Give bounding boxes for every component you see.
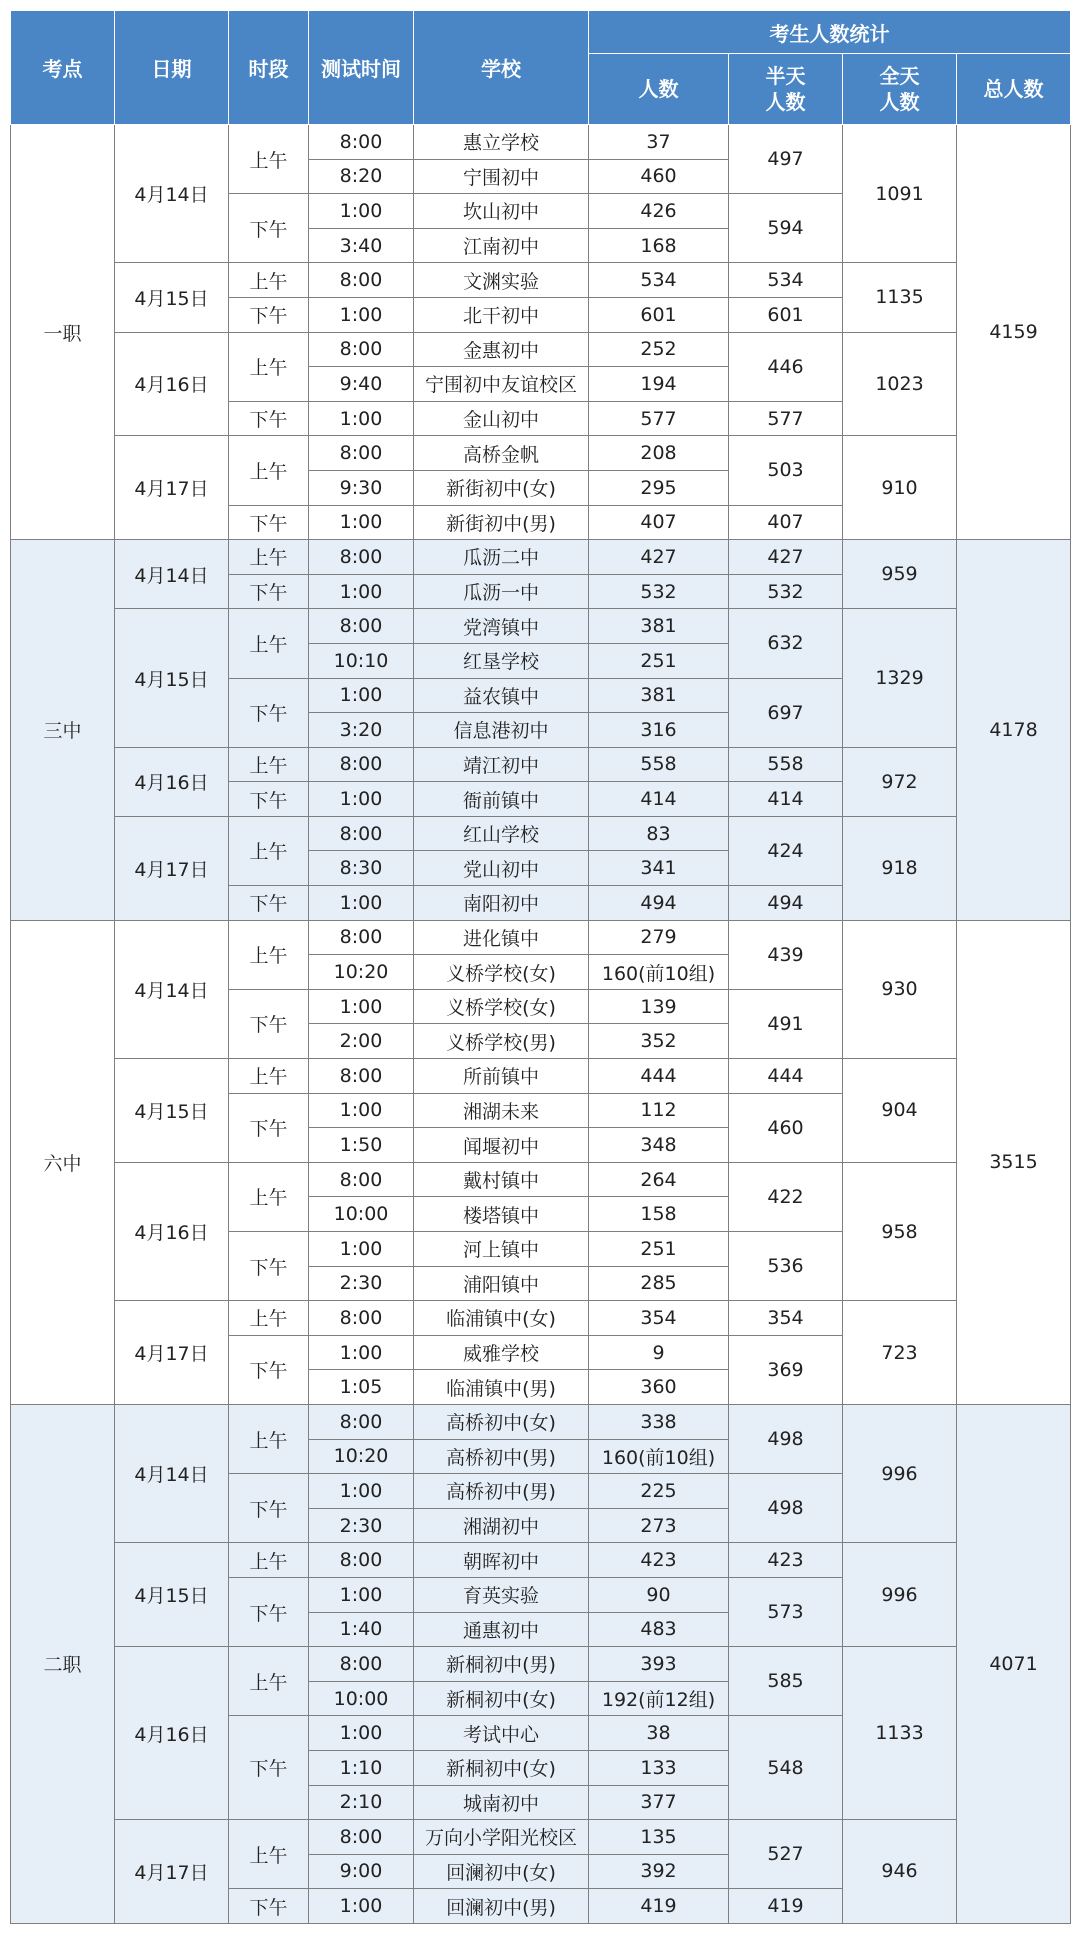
half-day-cell: 491 <box>729 989 843 1058</box>
total-cell: 4159 <box>957 125 1071 540</box>
half-day-cell: 446 <box>729 332 843 401</box>
full-day-cell: 1133 <box>843 1647 957 1820</box>
site-cell: 三中 <box>11 540 115 921</box>
half-day-cell: 585 <box>729 1647 843 1716</box>
date-cell: 4月17日 <box>115 1820 229 1924</box>
school-cell: 万向小学阳光校区 <box>414 1820 589 1855</box>
time-cell: 1:00 <box>309 401 414 436</box>
count-cell: 577 <box>589 401 729 436</box>
half-day-cell: 424 <box>729 816 843 885</box>
school-cell: 宁围初中友谊校区 <box>414 367 589 402</box>
school-cell: 回澜初中(男) <box>414 1889 589 1924</box>
table-row <box>11 540 1071 575</box>
count-cell: 352 <box>589 1024 729 1059</box>
count-cell: 208 <box>589 436 729 471</box>
header-group-title: 考生人数统计 <box>589 11 1071 54</box>
period-cell: 下午 <box>229 1474 309 1543</box>
half-day-cell: 439 <box>729 920 843 989</box>
school-cell: 朝晖初中 <box>414 1543 589 1578</box>
school-cell: 威雅学校 <box>414 1335 589 1370</box>
header-school: 学校 <box>414 11 589 125</box>
count-cell: 392 <box>589 1854 729 1889</box>
count-cell: 360 <box>589 1370 729 1405</box>
count-cell: 9 <box>589 1335 729 1370</box>
school-cell: 义桥学校(男) <box>414 1024 589 1059</box>
period-cell: 下午 <box>229 1335 309 1404</box>
schedule-table-wrapper <box>10 10 1070 1924</box>
full-day-cell: 930 <box>843 920 957 1058</box>
time-cell: 2:30 <box>309 1266 414 1301</box>
count-cell: 252 <box>589 332 729 367</box>
count-cell: 494 <box>589 886 729 921</box>
half-day-cell: 369 <box>729 1335 843 1404</box>
count-cell: 381 <box>589 609 729 644</box>
count-cell: 160(前10组) <box>589 955 729 990</box>
time-cell: 1:05 <box>309 1370 414 1405</box>
table-header <box>11 11 1071 125</box>
half-day-cell: 423 <box>729 1543 843 1578</box>
table-body <box>11 125 1071 1924</box>
school-cell: 进化镇中 <box>414 920 589 955</box>
school-cell: 瓜沥二中 <box>414 540 589 575</box>
header-full-day <box>843 54 957 125</box>
date-cell: 4月15日 <box>115 609 229 747</box>
half-day-cell: 503 <box>729 436 843 505</box>
school-cell: 湘湖未来 <box>414 1093 589 1128</box>
time-cell: 8:00 <box>309 1162 414 1197</box>
period-cell: 下午 <box>229 194 309 263</box>
count-cell: 264 <box>589 1162 729 1197</box>
date-cell: 4月17日 <box>115 1301 229 1405</box>
half-day-cell: 548 <box>729 1716 843 1820</box>
school-cell: 北干初中 <box>414 297 589 332</box>
school-cell: 回澜初中(女) <box>414 1854 589 1889</box>
school-cell: 金山初中 <box>414 401 589 436</box>
table-row <box>11 1404 1071 1439</box>
table-row <box>11 609 1071 644</box>
full-day-cell: 1135 <box>843 263 957 332</box>
count-cell: 414 <box>589 782 729 817</box>
school-cell: 高桥初中(男) <box>414 1474 589 1509</box>
period-cell: 上午 <box>229 332 309 401</box>
header-count: 人数 <box>589 54 729 125</box>
header-half-day <box>729 54 843 125</box>
school-cell: 党山初中 <box>414 851 589 886</box>
count-cell: 133 <box>589 1750 729 1785</box>
school-cell: 城南初中 <box>414 1785 589 1820</box>
school-cell: 红垦学校 <box>414 643 589 678</box>
table-row <box>11 1301 1071 1336</box>
full-day-cell: 996 <box>843 1543 957 1647</box>
school-cell: 红山学校 <box>414 816 589 851</box>
school-cell: 高桥初中(男) <box>414 1439 589 1474</box>
count-cell: 534 <box>589 263 729 298</box>
count-cell: 532 <box>589 574 729 609</box>
half-day-cell: 632 <box>729 609 843 678</box>
school-cell: 河上镇中 <box>414 1232 589 1267</box>
time-cell: 10:10 <box>309 643 414 678</box>
time-cell: 1:00 <box>309 1716 414 1751</box>
time-cell: 8:00 <box>309 332 414 367</box>
half-day-cell: 527 <box>729 1820 843 1889</box>
time-cell: 8:30 <box>309 851 414 886</box>
date-cell: 4月16日 <box>115 747 229 816</box>
count-cell: 83 <box>589 816 729 851</box>
half-day-cell: 422 <box>729 1162 843 1231</box>
time-cell: 8:00 <box>309 436 414 471</box>
school-cell: 育英实验 <box>414 1577 589 1612</box>
period-cell: 上午 <box>229 540 309 575</box>
school-cell: 衙前镇中 <box>414 782 589 817</box>
time-cell: 8:00 <box>309 1820 414 1855</box>
header-site: 考点 <box>11 11 115 125</box>
date-cell: 4月17日 <box>115 436 229 540</box>
time-cell: 1:00 <box>309 678 414 713</box>
time-cell: 8:20 <box>309 159 414 194</box>
period-cell: 上午 <box>229 1404 309 1473</box>
time-cell: 8:00 <box>309 540 414 575</box>
period-cell: 上午 <box>229 920 309 989</box>
time-cell: 2:30 <box>309 1508 414 1543</box>
school-cell: 文渊实验 <box>414 263 589 298</box>
school-cell: 闻堰初中 <box>414 1128 589 1163</box>
full-day-cell: 904 <box>843 1059 957 1163</box>
table-row <box>11 332 1071 367</box>
site-cell: 六中 <box>11 920 115 1404</box>
count-cell: 393 <box>589 1647 729 1682</box>
count-cell: 273 <box>589 1508 729 1543</box>
school-cell: 湘湖初中 <box>414 1508 589 1543</box>
school-cell: 义桥学校(女) <box>414 989 589 1024</box>
school-cell: 考试中心 <box>414 1716 589 1751</box>
date-cell: 4月15日 <box>115 1543 229 1647</box>
header-total: 总人数 <box>957 54 1071 125</box>
school-cell: 新桐初中(男) <box>414 1647 589 1682</box>
full-day-cell: 946 <box>843 1820 957 1924</box>
count-cell: 192(前12组) <box>589 1681 729 1716</box>
period-cell: 下午 <box>229 401 309 436</box>
total-cell: 4071 <box>957 1404 1071 1923</box>
time-cell: 1:50 <box>309 1128 414 1163</box>
time-cell: 10:00 <box>309 1681 414 1716</box>
time-cell: 1:00 <box>309 782 414 817</box>
half-day-cell: 697 <box>729 678 843 747</box>
time-cell: 1:00 <box>309 1232 414 1267</box>
school-cell: 浦阳镇中 <box>414 1266 589 1301</box>
school-cell: 宁围初中 <box>414 159 589 194</box>
period-cell: 上午 <box>229 1301 309 1336</box>
table-row <box>11 920 1071 955</box>
count-cell: 341 <box>589 851 729 886</box>
time-cell: 8:00 <box>309 125 414 160</box>
header-half-label: 半天 人数 <box>765 64 806 114</box>
time-cell: 1:00 <box>309 574 414 609</box>
count-cell: 251 <box>589 1232 729 1267</box>
count-cell: 112 <box>589 1093 729 1128</box>
site-cell: 一职 <box>11 125 115 540</box>
school-cell: 瓜沥一中 <box>414 574 589 609</box>
period-cell: 下午 <box>229 1577 309 1646</box>
period-cell: 下午 <box>229 1232 309 1301</box>
count-cell: 168 <box>589 228 729 263</box>
half-day-cell: 414 <box>729 782 843 817</box>
count-cell: 225 <box>589 1474 729 1509</box>
date-cell: 4月16日 <box>115 1162 229 1300</box>
school-cell: 南阳初中 <box>414 886 589 921</box>
time-cell: 1:40 <box>309 1612 414 1647</box>
time-cell: 8:00 <box>309 1647 414 1682</box>
table-row <box>11 747 1071 782</box>
time-cell: 1:00 <box>309 297 414 332</box>
date-cell: 4月14日 <box>115 1404 229 1542</box>
school-cell: 益农镇中 <box>414 678 589 713</box>
time-cell: 3:40 <box>309 228 414 263</box>
count-cell: 38 <box>589 1716 729 1751</box>
period-cell: 上午 <box>229 747 309 782</box>
time-cell: 8:00 <box>309 920 414 955</box>
count-cell: 160(前10组) <box>589 1439 729 1474</box>
full-day-cell: 972 <box>843 747 957 816</box>
table-row <box>11 1820 1071 1855</box>
period-cell: 上午 <box>229 1059 309 1094</box>
half-day-cell: 534 <box>729 263 843 298</box>
school-cell: 新桐初中(女) <box>414 1681 589 1716</box>
time-cell: 8:00 <box>309 747 414 782</box>
count-cell: 354 <box>589 1301 729 1336</box>
half-day-cell: 558 <box>729 747 843 782</box>
time-cell: 1:00 <box>309 505 414 540</box>
school-cell: 党湾镇中 <box>414 609 589 644</box>
table-row <box>11 436 1071 471</box>
half-day-cell: 532 <box>729 574 843 609</box>
period-cell: 下午 <box>229 782 309 817</box>
school-cell: 惠立学校 <box>414 125 589 160</box>
half-day-cell: 427 <box>729 540 843 575</box>
exam-schedule-table <box>10 10 1071 1924</box>
count-cell: 295 <box>589 470 729 505</box>
half-day-cell: 407 <box>729 505 843 540</box>
school-cell: 新桐初中(女) <box>414 1750 589 1785</box>
time-cell: 8:00 <box>309 1059 414 1094</box>
time-cell: 8:00 <box>309 263 414 298</box>
time-cell: 10:00 <box>309 1197 414 1232</box>
period-cell: 下午 <box>229 1889 309 1924</box>
period-cell: 上午 <box>229 263 309 298</box>
school-cell: 高桥金帆 <box>414 436 589 471</box>
date-cell: 4月14日 <box>115 540 229 609</box>
time-cell: 8:00 <box>309 609 414 644</box>
count-cell: 381 <box>589 678 729 713</box>
period-cell: 下午 <box>229 989 309 1058</box>
time-cell: 9:40 <box>309 367 414 402</box>
table-row <box>11 816 1071 851</box>
full-day-cell: 959 <box>843 540 957 609</box>
count-cell: 348 <box>589 1128 729 1163</box>
count-cell: 338 <box>589 1404 729 1439</box>
full-day-cell: 996 <box>843 1404 957 1542</box>
full-day-cell: 723 <box>843 1301 957 1405</box>
time-cell: 9:00 <box>309 1854 414 1889</box>
count-cell: 251 <box>589 643 729 678</box>
count-cell: 377 <box>589 1785 729 1820</box>
total-cell: 4178 <box>957 540 1071 921</box>
full-day-cell: 1023 <box>843 332 957 436</box>
period-cell: 下午 <box>229 1716 309 1820</box>
half-day-cell: 594 <box>729 194 843 263</box>
header-full-label: 全天 人数 <box>879 64 920 114</box>
time-cell: 8:00 <box>309 1301 414 1336</box>
period-cell: 下午 <box>229 505 309 540</box>
half-day-cell: 497 <box>729 125 843 194</box>
date-cell: 4月17日 <box>115 816 229 920</box>
time-cell: 8:00 <box>309 1543 414 1578</box>
date-cell: 4月15日 <box>115 263 229 332</box>
table-row <box>11 1647 1071 1682</box>
count-cell: 427 <box>589 540 729 575</box>
date-cell: 4月16日 <box>115 332 229 436</box>
time-cell: 1:00 <box>309 1093 414 1128</box>
count-cell: 601 <box>589 297 729 332</box>
time-cell: 1:00 <box>309 1577 414 1612</box>
school-cell: 坎山初中 <box>414 194 589 229</box>
site-cell: 二职 <box>11 1404 115 1923</box>
count-cell: 139 <box>589 989 729 1024</box>
school-cell: 临浦镇中(男) <box>414 1370 589 1405</box>
count-cell: 37 <box>589 125 729 160</box>
table-row <box>11 263 1071 298</box>
time-cell: 2:10 <box>309 1785 414 1820</box>
half-day-cell: 419 <box>729 1889 843 1924</box>
count-cell: 558 <box>589 747 729 782</box>
school-cell: 戴村镇中 <box>414 1162 589 1197</box>
count-cell: 90 <box>589 1577 729 1612</box>
period-cell: 上午 <box>229 1647 309 1716</box>
half-day-cell: 601 <box>729 297 843 332</box>
count-cell: 444 <box>589 1059 729 1094</box>
school-cell: 所前镇中 <box>414 1059 589 1094</box>
table-row <box>11 1059 1071 1094</box>
table-row <box>11 1543 1071 1578</box>
half-day-cell: 498 <box>729 1404 843 1473</box>
time-cell: 1:00 <box>309 989 414 1024</box>
period-cell: 上午 <box>229 436 309 505</box>
count-cell: 460 <box>589 159 729 194</box>
count-cell: 426 <box>589 194 729 229</box>
time-cell: 2:00 <box>309 1024 414 1059</box>
count-cell: 135 <box>589 1820 729 1855</box>
date-cell: 4月14日 <box>115 920 229 1058</box>
date-cell: 4月14日 <box>115 125 229 263</box>
header-time: 测试时间 <box>309 11 414 125</box>
half-day-cell: 444 <box>729 1059 843 1094</box>
count-cell: 419 <box>589 1889 729 1924</box>
time-cell: 10:20 <box>309 1439 414 1474</box>
time-cell: 1:10 <box>309 1750 414 1785</box>
period-cell: 下午 <box>229 678 309 747</box>
period-cell: 下午 <box>229 574 309 609</box>
half-day-cell: 354 <box>729 1301 843 1336</box>
time-cell: 8:00 <box>309 816 414 851</box>
date-cell: 4月15日 <box>115 1059 229 1163</box>
header-date: 日期 <box>115 11 229 125</box>
count-cell: 279 <box>589 920 729 955</box>
table-row <box>11 1162 1071 1197</box>
date-cell: 4月16日 <box>115 1647 229 1820</box>
half-day-cell: 460 <box>729 1093 843 1162</box>
school-cell: 通惠初中 <box>414 1612 589 1647</box>
time-cell: 1:00 <box>309 886 414 921</box>
school-cell: 新街初中(男) <box>414 505 589 540</box>
table-row <box>11 125 1071 160</box>
count-cell: 407 <box>589 505 729 540</box>
school-cell: 金惠初中 <box>414 332 589 367</box>
time-cell: 10:20 <box>309 955 414 990</box>
school-cell: 义桥学校(女) <box>414 955 589 990</box>
count-cell: 285 <box>589 1266 729 1301</box>
half-day-cell: 494 <box>729 886 843 921</box>
period-cell: 上午 <box>229 816 309 885</box>
count-cell: 194 <box>589 367 729 402</box>
school-cell: 新街初中(女) <box>414 470 589 505</box>
count-cell: 483 <box>589 1612 729 1647</box>
full-day-cell: 910 <box>843 436 957 540</box>
period-cell: 下午 <box>229 297 309 332</box>
school-cell: 临浦镇中(女) <box>414 1301 589 1336</box>
period-cell: 上午 <box>229 125 309 194</box>
half-day-cell: 498 <box>729 1474 843 1543</box>
full-day-cell: 1091 <box>843 125 957 263</box>
time-cell: 1:00 <box>309 1335 414 1370</box>
school-cell: 楼塔镇中 <box>414 1197 589 1232</box>
count-cell: 158 <box>589 1197 729 1232</box>
total-cell: 3515 <box>957 920 1071 1404</box>
half-day-cell: 573 <box>729 1577 843 1646</box>
school-cell: 信息港初中 <box>414 713 589 748</box>
time-cell: 1:00 <box>309 1474 414 1509</box>
time-cell: 3:20 <box>309 713 414 748</box>
full-day-cell: 918 <box>843 816 957 920</box>
time-cell: 1:00 <box>309 1889 414 1924</box>
count-cell: 316 <box>589 713 729 748</box>
time-cell: 1:00 <box>309 194 414 229</box>
school-cell: 江南初中 <box>414 228 589 263</box>
full-day-cell: 1329 <box>843 609 957 747</box>
half-day-cell: 577 <box>729 401 843 436</box>
count-cell: 423 <box>589 1543 729 1578</box>
school-cell: 高桥初中(女) <box>414 1404 589 1439</box>
period-cell: 下午 <box>229 886 309 921</box>
period-cell: 下午 <box>229 1093 309 1162</box>
time-cell: 9:30 <box>309 470 414 505</box>
header-period: 时段 <box>229 11 309 125</box>
time-cell: 8:00 <box>309 1404 414 1439</box>
period-cell: 上午 <box>229 1543 309 1578</box>
full-day-cell: 958 <box>843 1162 957 1300</box>
period-cell: 上午 <box>229 1820 309 1889</box>
period-cell: 上午 <box>229 1162 309 1231</box>
school-cell: 靖江初中 <box>414 747 589 782</box>
half-day-cell: 536 <box>729 1232 843 1301</box>
period-cell: 上午 <box>229 609 309 678</box>
